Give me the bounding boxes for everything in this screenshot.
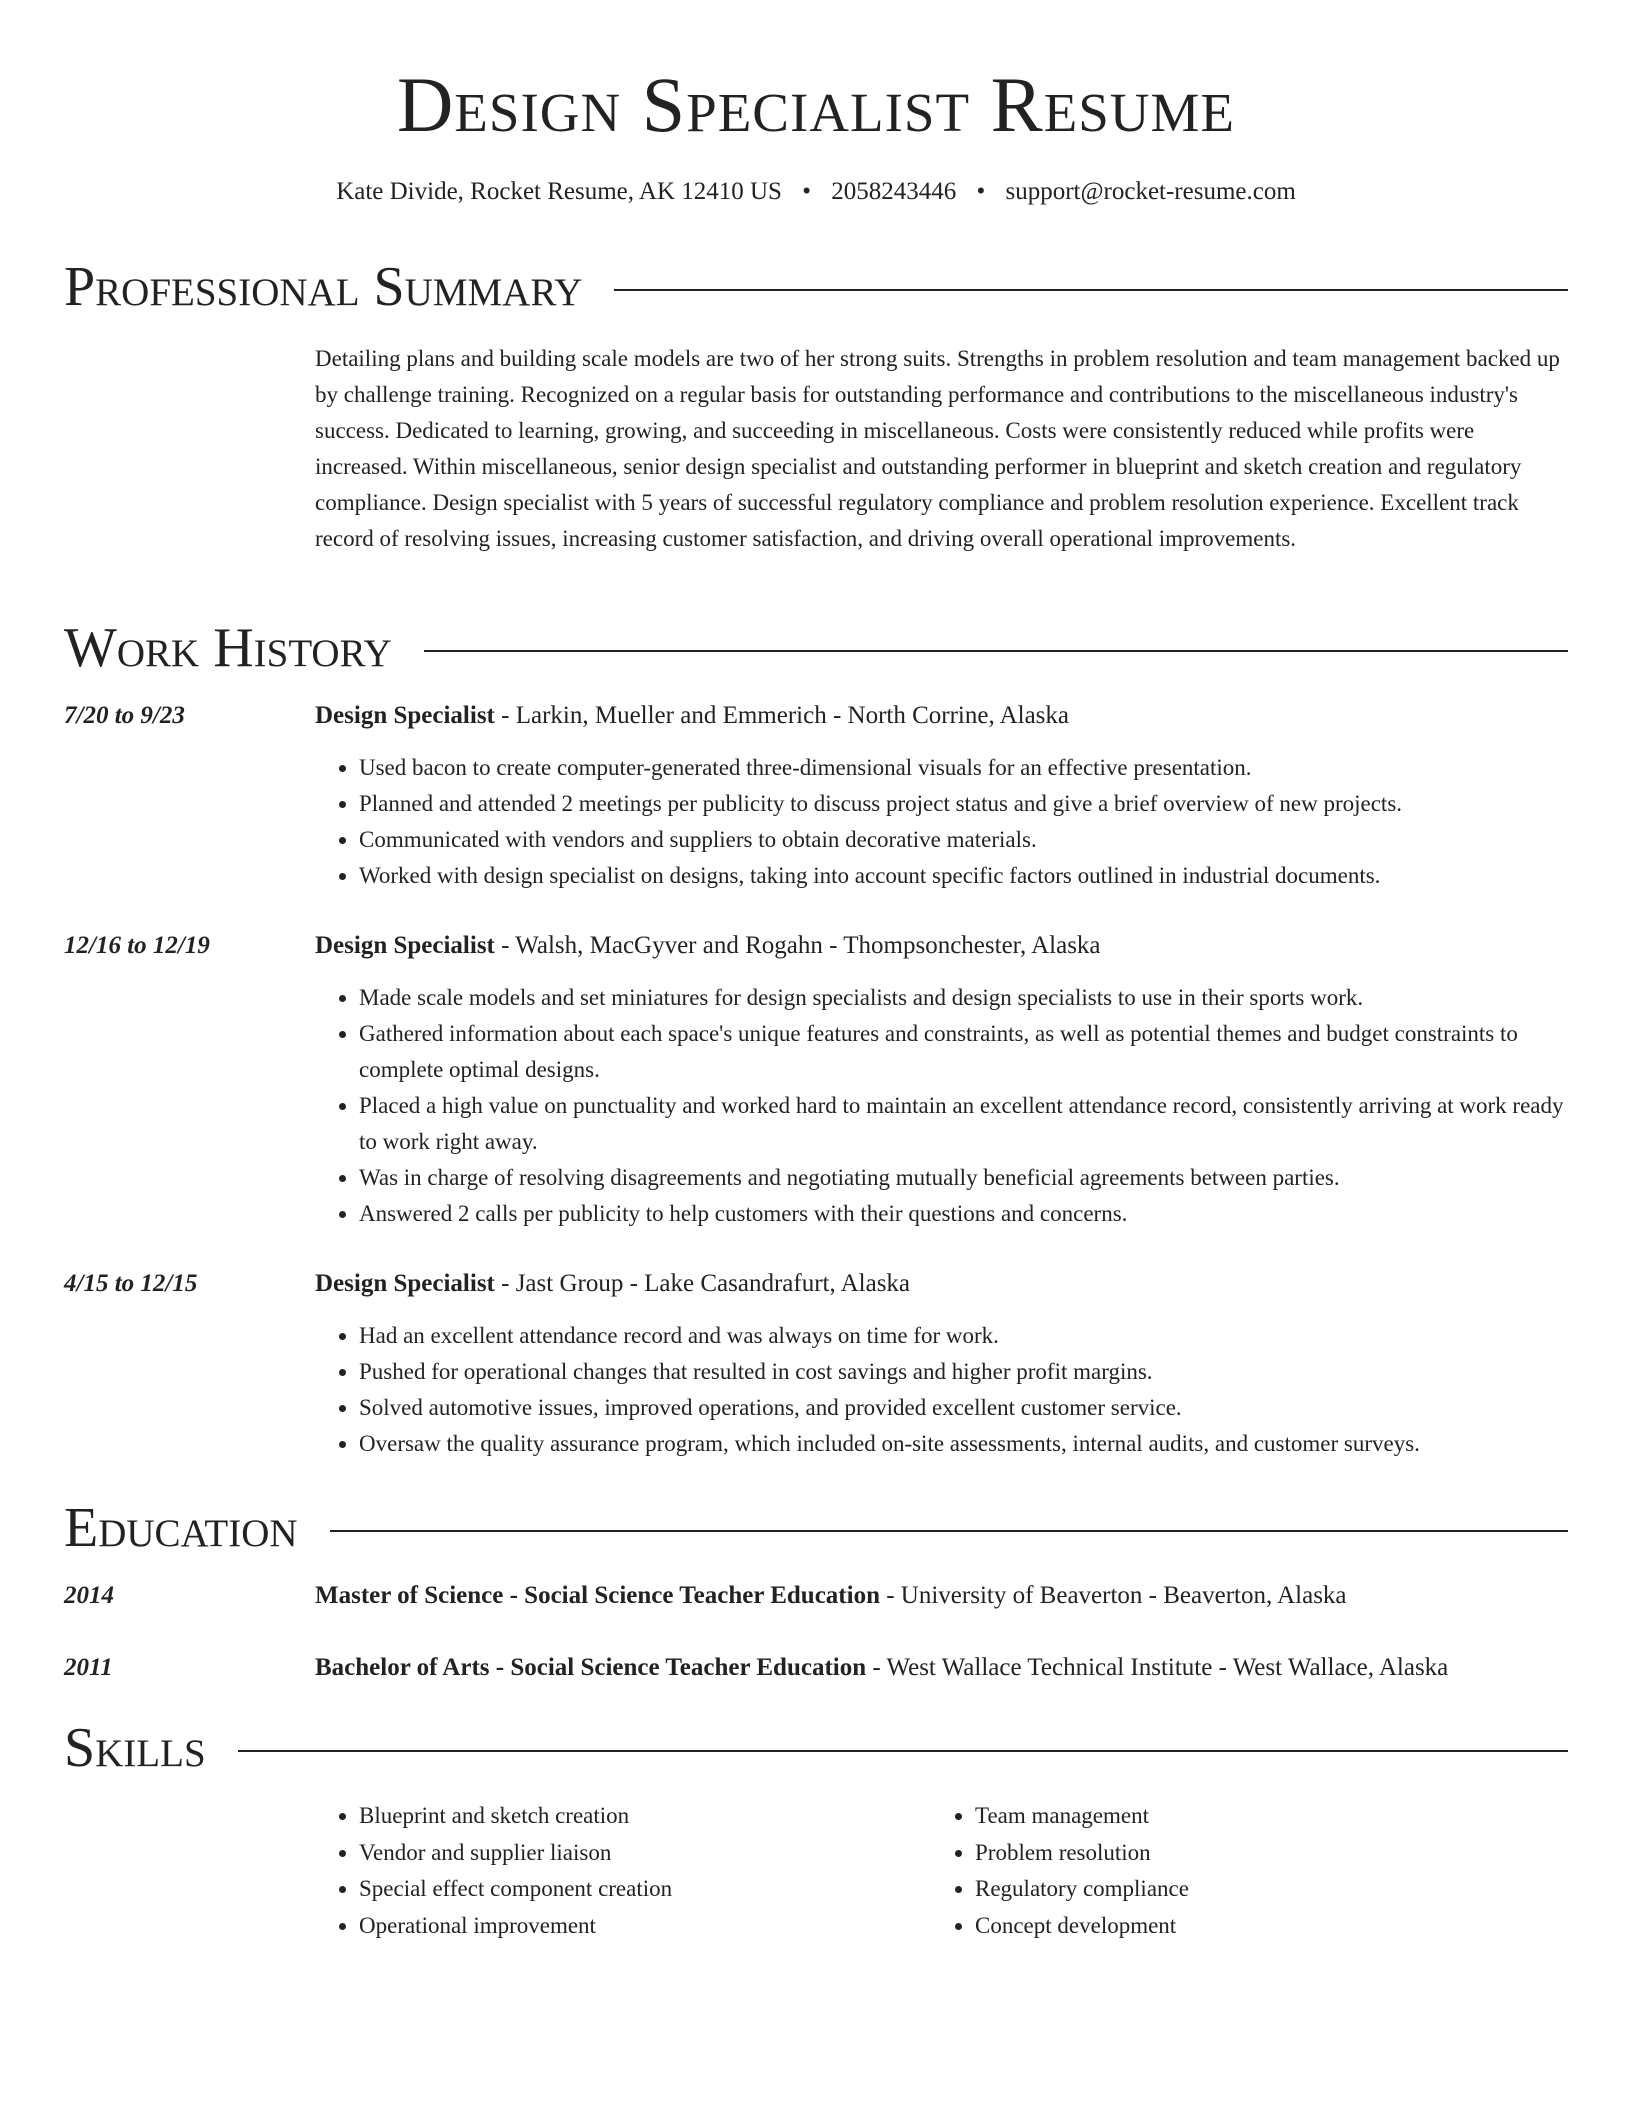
section-divider — [330, 1530, 1568, 1532]
job-role: Design Specialist — [315, 932, 495, 959]
skill-item: • Operational improvement — [359, 1908, 931, 1945]
skill-item: • Regulatory compliance — [975, 1871, 1535, 1908]
section-divider — [424, 650, 1568, 652]
section-header — [64, 1718, 1568, 1778]
skills-list — [315, 1798, 1568, 1944]
job-heading — [315, 1266, 1568, 1302]
work-history-heading: Work History — [64, 617, 392, 679]
education-details: - University of Beaverton - Beaverton, Alaska — [879, 1582, 1347, 1609]
contact-phone: 2058243446 — [831, 178, 957, 205]
list-item: • Oversaw the quality assurance program, which included on-site assessments, internal audits, and customer surveys. — [359, 1426, 1568, 1462]
education-entry — [64, 1650, 1568, 1686]
education-heading-line — [315, 1578, 1568, 1614]
job-details: - Walsh, MacGyver and Rogahn - Thompsonchester, Alaska — [494, 932, 1101, 959]
work-history-section — [64, 618, 1568, 1462]
skill-item: • Problem resolution — [975, 1835, 1535, 1872]
list-item: • Made scale models and set miniatures for design specialists and design specialists to use in their sports work. — [359, 980, 1568, 1016]
list-item: • Was in charge of resolving disagreements and negotiating mutually beneficial agreements between parties. — [359, 1160, 1568, 1196]
section-divider — [238, 1750, 1568, 1752]
list-item: • Had an excellent attendance record and was always on time for work. — [359, 1318, 1568, 1354]
job-dates: 7/20 to 9/23 — [64, 702, 185, 729]
job-bullets — [315, 980, 1568, 1232]
skills-column-left — [315, 1798, 931, 1944]
skills-heading: Skills — [64, 1717, 206, 1779]
education-section — [64, 1498, 1568, 1686]
education-year: 2014 — [64, 1582, 114, 1609]
resume-page — [64, 0, 1568, 1938]
section-header — [64, 1498, 1568, 1558]
section-header — [64, 257, 1568, 317]
summary-text: Detailing plans and building scale models are two of her strong suits. Strengths in problem resolution and team management backed up by challenge training. Recognized on a regular basis for outstanding performance and contributions to the miscellaneous industry's success. Dedicated to learning, growing, and succeeding in miscellaneous. Costs were consistently reduced while profits were increased. Within miscellaneous, senior design specialist and outstanding performer in blueprint and sketch creation and regulatory compliance. Design specialist with 5 years of successful regulatory compliance and problem resolution experience. Excellent track record of resolving issues, increasing customer satisfaction, and driving overall operational improvements. — [315, 346, 1560, 551]
contact-email: support@rocket-resume.com — [1005, 178, 1296, 205]
skill-item: • Vendor and supplier liaison — [359, 1835, 931, 1872]
education-heading-line — [315, 1650, 1568, 1686]
list-item: • Placed a high value on punctuality and worked hard to maintain an excellent attendance record, consistently arriving at work ready to work right away. — [359, 1088, 1568, 1160]
job-bullets — [315, 1318, 1568, 1462]
summary-section — [64, 257, 1568, 557]
skill-item: • Special effect component creation — [359, 1871, 931, 1908]
education-heading: Education — [64, 1497, 298, 1559]
education-degree: Master of Science - Social Science Teacher Education — [315, 1582, 880, 1609]
section-divider — [614, 289, 1568, 291]
education-details: - West Wallace Technical Institute - West Wallace, Alaska — [866, 1654, 1449, 1681]
list-item: • Gathered information about each space's unique features and constraints, as well as potential themes and budget constraints to complete optimal designs. — [359, 1016, 1568, 1088]
list-item: • Answered 2 calls per publicity to help customers with their questions and concerns. — [359, 1196, 1568, 1232]
job-role: Design Specialist — [315, 1270, 495, 1297]
contact-address: Kate Divide, Rocket Resume, AK 12410 US — [336, 178, 782, 205]
job-details: - Jast Group - Lake Casandrafurt, Alaska — [494, 1270, 911, 1297]
job-dates: 4/15 to 12/15 — [64, 1270, 198, 1297]
summary-body — [315, 341, 1568, 557]
skill-item: • Blueprint and sketch creation — [359, 1798, 931, 1835]
job-dates: 12/16 to 12/19 — [64, 932, 210, 959]
summary-heading: Professional Summary — [64, 256, 583, 318]
education-degree: Bachelor of Arts - Social Science Teacher Education — [315, 1654, 867, 1681]
resume-title: Design Specialist Resume — [396, 61, 1236, 148]
skill-item: • Concept development — [975, 1908, 1535, 1945]
contact-line — [64, 177, 1568, 207]
job-details: - Larkin, Mueller and Emmerich - North Corrine, Alaska — [494, 702, 1070, 729]
contact-separator: • — [976, 178, 986, 205]
job-entry — [64, 1266, 1568, 1462]
list-item: • Used bacon to create computer-generated three-dimensional visuals for an effective presentation. — [359, 750, 1568, 786]
job-heading — [315, 928, 1568, 964]
job-heading — [315, 698, 1568, 734]
job-entry — [64, 928, 1568, 1232]
job-bullets — [315, 750, 1568, 894]
list-item: • Planned and attended 2 meetings per publicity to discuss project status and give a brief overview of new projects. — [359, 786, 1568, 822]
skills-column-right — [931, 1798, 1535, 1944]
job-entry — [64, 698, 1568, 894]
education-year: 2011 — [64, 1654, 113, 1681]
list-item: • Communicated with vendors and suppliers to obtain decorative materials. — [359, 822, 1568, 858]
skill-item: • Team management — [975, 1798, 1535, 1835]
skills-section — [64, 1718, 1568, 1944]
contact-separator: • — [802, 178, 811, 205]
education-entry — [64, 1578, 1568, 1614]
list-item: • Pushed for operational changes that resulted in cost savings and higher profit margins. — [359, 1354, 1568, 1390]
list-item: • Solved automotive issues, improved operations, and provided excellent customer service. — [359, 1390, 1568, 1426]
list-item: • Worked with design specialist on designs, taking into account specific factors outlined in industrial documents. — [359, 858, 1568, 894]
job-role: Design Specialist — [315, 702, 495, 729]
section-header — [64, 618, 1568, 678]
